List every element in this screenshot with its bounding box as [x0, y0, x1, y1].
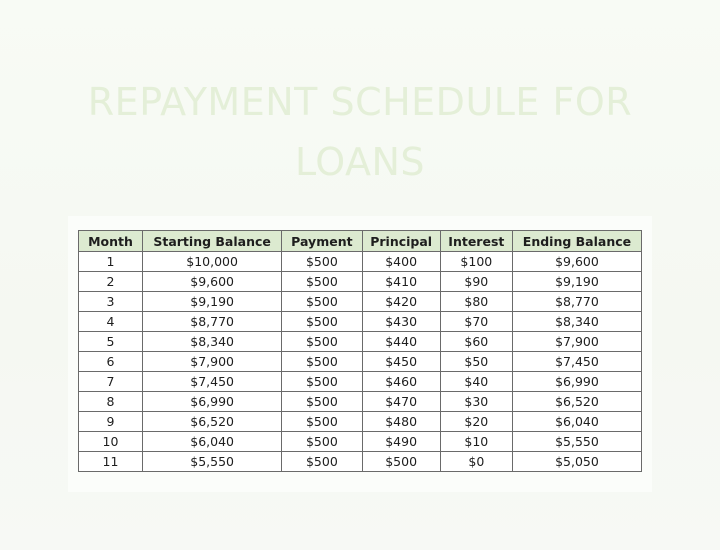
header-interest: Interest: [440, 231, 512, 252]
cell-ending-balance: $6,040: [512, 412, 641, 432]
cell-interest: $50: [440, 352, 512, 372]
cell-interest: $10: [440, 432, 512, 452]
cell-starting-balance: $6,520: [143, 412, 282, 432]
cell-interest: $90: [440, 272, 512, 292]
cell-principal: $480: [362, 412, 440, 432]
table-row: [79, 352, 642, 372]
cell-payment: $500: [282, 292, 362, 312]
cell-payment: $500: [282, 412, 362, 432]
cell-payment: $500: [282, 372, 362, 392]
table-row: [79, 292, 642, 312]
cell-payment: $500: [282, 392, 362, 412]
table-row: [79, 452, 642, 472]
cell-payment: $500: [282, 352, 362, 372]
cell-ending-balance: $6,990: [512, 372, 641, 392]
cell-interest: $60: [440, 332, 512, 352]
cell-interest: $20: [440, 412, 512, 432]
cell-interest: $0: [440, 452, 512, 472]
cell-principal: $400: [362, 252, 440, 272]
cell-starting-balance: $7,900: [143, 352, 282, 372]
cell-interest: $70: [440, 312, 512, 332]
cell-principal: $430: [362, 312, 440, 332]
table-body: [79, 252, 642, 472]
header-principal: Principal: [362, 231, 440, 252]
cell-month: 1: [79, 252, 143, 272]
cell-ending-balance: $8,340: [512, 312, 641, 332]
title-line-1: REPAYMENT SCHEDULE FOR: [87, 80, 633, 124]
table-row: [79, 332, 642, 352]
table-row: [79, 392, 642, 412]
table-row: [79, 372, 642, 392]
cell-month: 5: [79, 332, 143, 352]
cell-month: 11: [79, 452, 143, 472]
cell-month: 9: [79, 412, 143, 432]
cell-ending-balance: $7,900: [512, 332, 641, 352]
table-row: [79, 252, 642, 272]
cell-principal: $490: [362, 432, 440, 452]
header-ending-balance: Ending Balance: [512, 231, 641, 252]
page-title: [40, 72, 680, 192]
cell-starting-balance: $8,340: [143, 332, 282, 352]
header-starting-balance: Starting Balance: [143, 231, 282, 252]
table-row: [79, 412, 642, 432]
cell-month: 7: [79, 372, 143, 392]
cell-month: 10: [79, 432, 143, 452]
cell-starting-balance: $9,190: [143, 292, 282, 312]
cell-interest: $40: [440, 372, 512, 392]
cell-starting-balance: $7,450: [143, 372, 282, 392]
cell-interest: $80: [440, 292, 512, 312]
cell-payment: $500: [282, 252, 362, 272]
cell-payment: $500: [282, 332, 362, 352]
header-month: Month: [79, 231, 143, 252]
cell-ending-balance: $9,600: [512, 252, 641, 272]
cell-ending-balance: $5,550: [512, 432, 641, 452]
table-header-row: [79, 231, 642, 252]
table-row: [79, 312, 642, 332]
header-payment: Payment: [282, 231, 362, 252]
cell-starting-balance: $5,550: [143, 452, 282, 472]
cell-starting-balance: $6,990: [143, 392, 282, 412]
cell-starting-balance: $9,600: [143, 272, 282, 292]
table-row: [79, 432, 642, 452]
cell-principal: $500: [362, 452, 440, 472]
cell-starting-balance: $8,770: [143, 312, 282, 332]
cell-ending-balance: $8,770: [512, 292, 641, 312]
cell-principal: $410: [362, 272, 440, 292]
cell-principal: $470: [362, 392, 440, 412]
cell-payment: $500: [282, 452, 362, 472]
cell-month: 2: [79, 272, 143, 292]
cell-ending-balance: $5,050: [512, 452, 641, 472]
title-line-2: LOANS: [294, 140, 426, 184]
cell-principal: $440: [362, 332, 440, 352]
cell-ending-balance: $9,190: [512, 272, 641, 292]
cell-interest: $100: [440, 252, 512, 272]
table-row: [79, 272, 642, 292]
cell-starting-balance: $6,040: [143, 432, 282, 452]
repayment-schedule-table: [78, 230, 642, 472]
cell-payment: $500: [282, 432, 362, 452]
cell-ending-balance: $6,520: [512, 392, 641, 412]
cell-interest: $30: [440, 392, 512, 412]
cell-payment: $500: [282, 272, 362, 292]
cell-principal: $460: [362, 372, 440, 392]
cell-principal: $450: [362, 352, 440, 372]
cell-month: 4: [79, 312, 143, 332]
cell-principal: $420: [362, 292, 440, 312]
cell-month: 3: [79, 292, 143, 312]
cell-month: 8: [79, 392, 143, 412]
cell-ending-balance: $7,450: [512, 352, 641, 372]
cell-starting-balance: $10,000: [143, 252, 282, 272]
cell-month: 6: [79, 352, 143, 372]
cell-payment: $500: [282, 312, 362, 332]
